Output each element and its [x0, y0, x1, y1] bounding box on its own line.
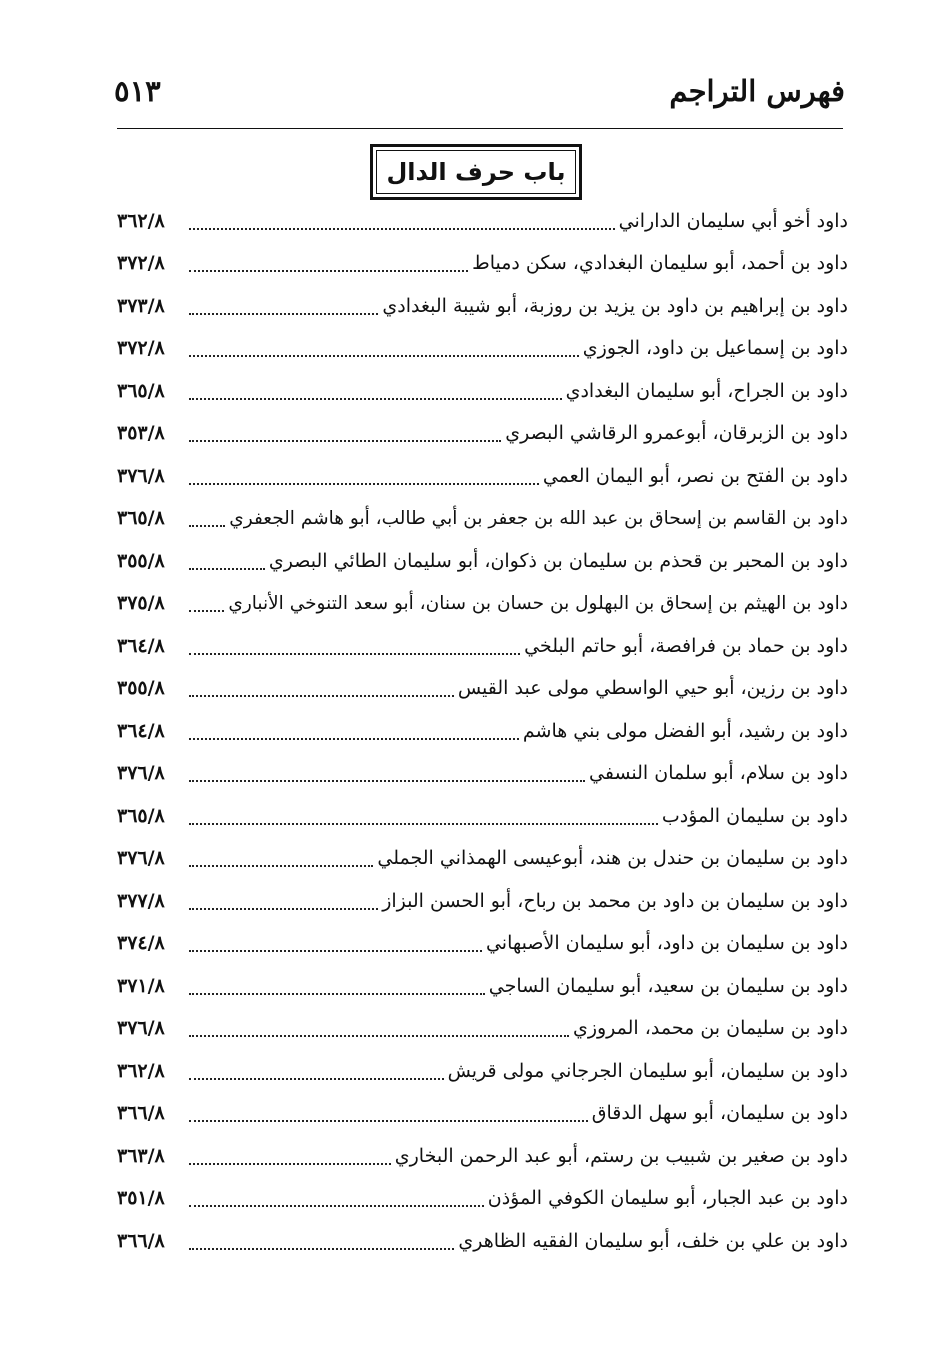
index-entry [117, 370, 848, 413]
dot-leader [189, 610, 224, 612]
entry-volume-page-ref: ٣٦٦/٨ [117, 1229, 165, 1252]
index-entries-list [117, 200, 848, 1263]
entry-volume-page-ref: ٣٧٦/٨ [117, 762, 165, 785]
dot-leader [189, 823, 658, 825]
entry-volume-page-ref: ٣٥٥/٨ [117, 677, 165, 700]
index-entry [117, 753, 848, 796]
index-entry [117, 285, 848, 328]
dot-leader [189, 270, 468, 272]
entry-name: داود بن سليمان، أبو سليمان الجرجاني مولى قريش [447, 1059, 848, 1082]
dot-leader [189, 355, 579, 357]
index-entry [117, 1093, 848, 1136]
entry-volume-page-ref: ٣٧١/٨ [117, 974, 165, 997]
entry-volume-page-ref: ٣٧٦/٨ [117, 464, 165, 487]
index-entry [117, 328, 848, 371]
index-entry [117, 583, 848, 626]
entry-name: داود بن إبراهيم بن داود بن يزيد بن روزبة، أبو شيبة البغدادي [382, 294, 848, 317]
entry-name: داود بن أحمد، أبو سليمان البغدادي، سكن دمياط [472, 252, 848, 275]
index-entry [117, 455, 848, 498]
entry-volume-page-ref: ٣٦٥/٨ [117, 379, 165, 402]
entry-name: داود بن سليمان بن داود، أبو سليمان الأصبهاني [485, 932, 848, 955]
index-entry [117, 1050, 848, 1093]
entry-name: داود أخو أبي سليمان الداراني [618, 209, 848, 232]
entry-name: داود بن سليمان بن داود بن محمد بن رباح، أبو الحسن البزاز [382, 889, 848, 912]
entry-name: داود بن رزين، أبو حيي الواسطي مولى عبد القيس [457, 677, 848, 700]
index-entry [117, 498, 848, 541]
entry-name: داود بن عبد الجبار، أبو سليمان الكوفي المؤذن [487, 1187, 848, 1210]
index-entry [117, 413, 848, 456]
dot-leader [189, 1248, 454, 1250]
entry-name: داود بن الهيثم بن إسحاق بن البهلول بن حسان بن سنان، أبو سعد التنوخي الأنباري [228, 592, 848, 614]
dot-leader [189, 865, 373, 867]
entry-volume-page-ref: ٣٧٦/٨ [117, 1017, 165, 1040]
entry-name: داود بن صغير بن شبيب بن رستم، أبو عبد الرحمن البخاري [394, 1144, 848, 1167]
index-entry [117, 1135, 848, 1178]
dot-leader [189, 993, 485, 995]
dot-leader [189, 1205, 484, 1207]
page-number: ٥١٣ [114, 74, 161, 108]
entry-name: داود بن حماد بن فرافصة، أبو حاتم البلخي [524, 634, 848, 657]
entry-name: داود بن سليمان بن حندل بن هند، أبوعيسى الهمذاني الجملي [377, 847, 848, 870]
dot-leader [189, 483, 539, 485]
index-entry [117, 243, 848, 286]
entry-volume-page-ref: ٣٧٣/٨ [117, 294, 165, 317]
entry-name: داود بن المحبر بن قحذم بن سليمان بن ذكوان، أبو سليمان الطائي البصري [268, 549, 848, 572]
entry-volume-page-ref: ٣٥١/٨ [117, 1187, 165, 1210]
dot-leader [189, 313, 378, 315]
running-title: فهرس التراجم [669, 74, 845, 108]
entry-volume-page-ref: ٣٦٤/٨ [117, 634, 165, 657]
dot-leader [189, 398, 562, 400]
dot-leader [189, 908, 378, 910]
chapter-heading-box [370, 144, 582, 200]
index-entry [117, 838, 848, 881]
entry-name: داود بن سليمان المؤدب [661, 804, 848, 827]
entry-name: داود بن الزبرقان، أبوعمرو الرقاشي البصري [505, 422, 848, 445]
dot-leader [189, 1163, 391, 1165]
entry-volume-page-ref: ٣٧٢/٨ [117, 337, 165, 360]
entry-name: داود بن الفتح بن نصر، أبو اليمان العمي [542, 464, 848, 487]
entry-volume-page-ref: ٣٥٥/٨ [117, 549, 165, 572]
index-entry [117, 795, 848, 838]
entry-volume-page-ref: ٣٧٤/٨ [117, 932, 165, 955]
dot-leader [189, 228, 615, 230]
entry-volume-page-ref: ٣٧٦/٨ [117, 847, 165, 870]
index-entry [117, 668, 848, 711]
entry-volume-page-ref: ٣٦٢/٨ [117, 209, 165, 232]
dot-leader [189, 695, 454, 697]
index-entry [117, 625, 848, 668]
dot-leader [189, 1120, 588, 1122]
index-entry [117, 965, 848, 1008]
entry-name: داود بن رشيد، أبو الفضل مولى بني هاشم [522, 719, 848, 742]
index-entry [117, 923, 848, 966]
entry-volume-page-ref: ٣٦٣/٨ [117, 1144, 165, 1167]
entry-name: داود بن الجراح، أبو سليمان البغدادي [565, 379, 848, 402]
entry-volume-page-ref: ٣٧٥/٨ [117, 592, 165, 615]
dot-leader [189, 1035, 569, 1037]
index-entry [117, 200, 848, 243]
dot-leader [189, 525, 225, 527]
entry-volume-page-ref: ٣٧٧/٨ [117, 889, 165, 912]
dot-leader [189, 780, 585, 782]
entry-name: داود بن سليمان بن سعيد، أبو سليمان الساجي [488, 974, 848, 997]
dot-leader [189, 653, 520, 655]
index-entry [117, 1220, 848, 1263]
entry-name: داود بن إسماعيل بن داود، الجوزي [582, 337, 848, 360]
entry-name: داود بن سليمان، أبو سهل الدقاق [591, 1102, 848, 1125]
entry-volume-page-ref: ٣٧٢/٨ [117, 252, 165, 275]
entry-name: داود بن علي بن خلف، أبو سليمان الفقيه الظاهري [458, 1229, 848, 1252]
entry-name: داود بن سليمان بن محمد، المروزي [572, 1017, 848, 1040]
entry-name: داود بن سلام، أبو سلمان النسفي [589, 762, 848, 785]
entry-volume-page-ref: ٣٦٤/٨ [117, 719, 165, 742]
index-entry [117, 540, 848, 583]
entry-volume-page-ref: ٣٦٥/٨ [117, 507, 165, 530]
header-rule [117, 128, 843, 129]
index-entry [117, 1178, 848, 1221]
entry-volume-page-ref: ٣٦٥/٨ [117, 804, 165, 827]
dot-leader [189, 738, 519, 740]
dot-leader [189, 568, 265, 570]
dot-leader [189, 440, 501, 442]
chapter-heading: باب حرف الدال [376, 150, 576, 194]
dot-leader [189, 950, 482, 952]
entry-volume-page-ref: ٣٥٣/٨ [117, 422, 165, 445]
index-entry [117, 880, 848, 923]
dot-leader [189, 1078, 444, 1080]
entry-name: داود بن القاسم بن إسحاق بن عبد الله بن جعفر بن أبي طالب، أبو هاشم الجعفري [229, 507, 848, 529]
entry-volume-page-ref: ٣٦٦/٨ [117, 1102, 165, 1125]
entry-volume-page-ref: ٣٦٢/٨ [117, 1059, 165, 1082]
index-entry [117, 710, 848, 753]
index-entry [117, 1008, 848, 1051]
